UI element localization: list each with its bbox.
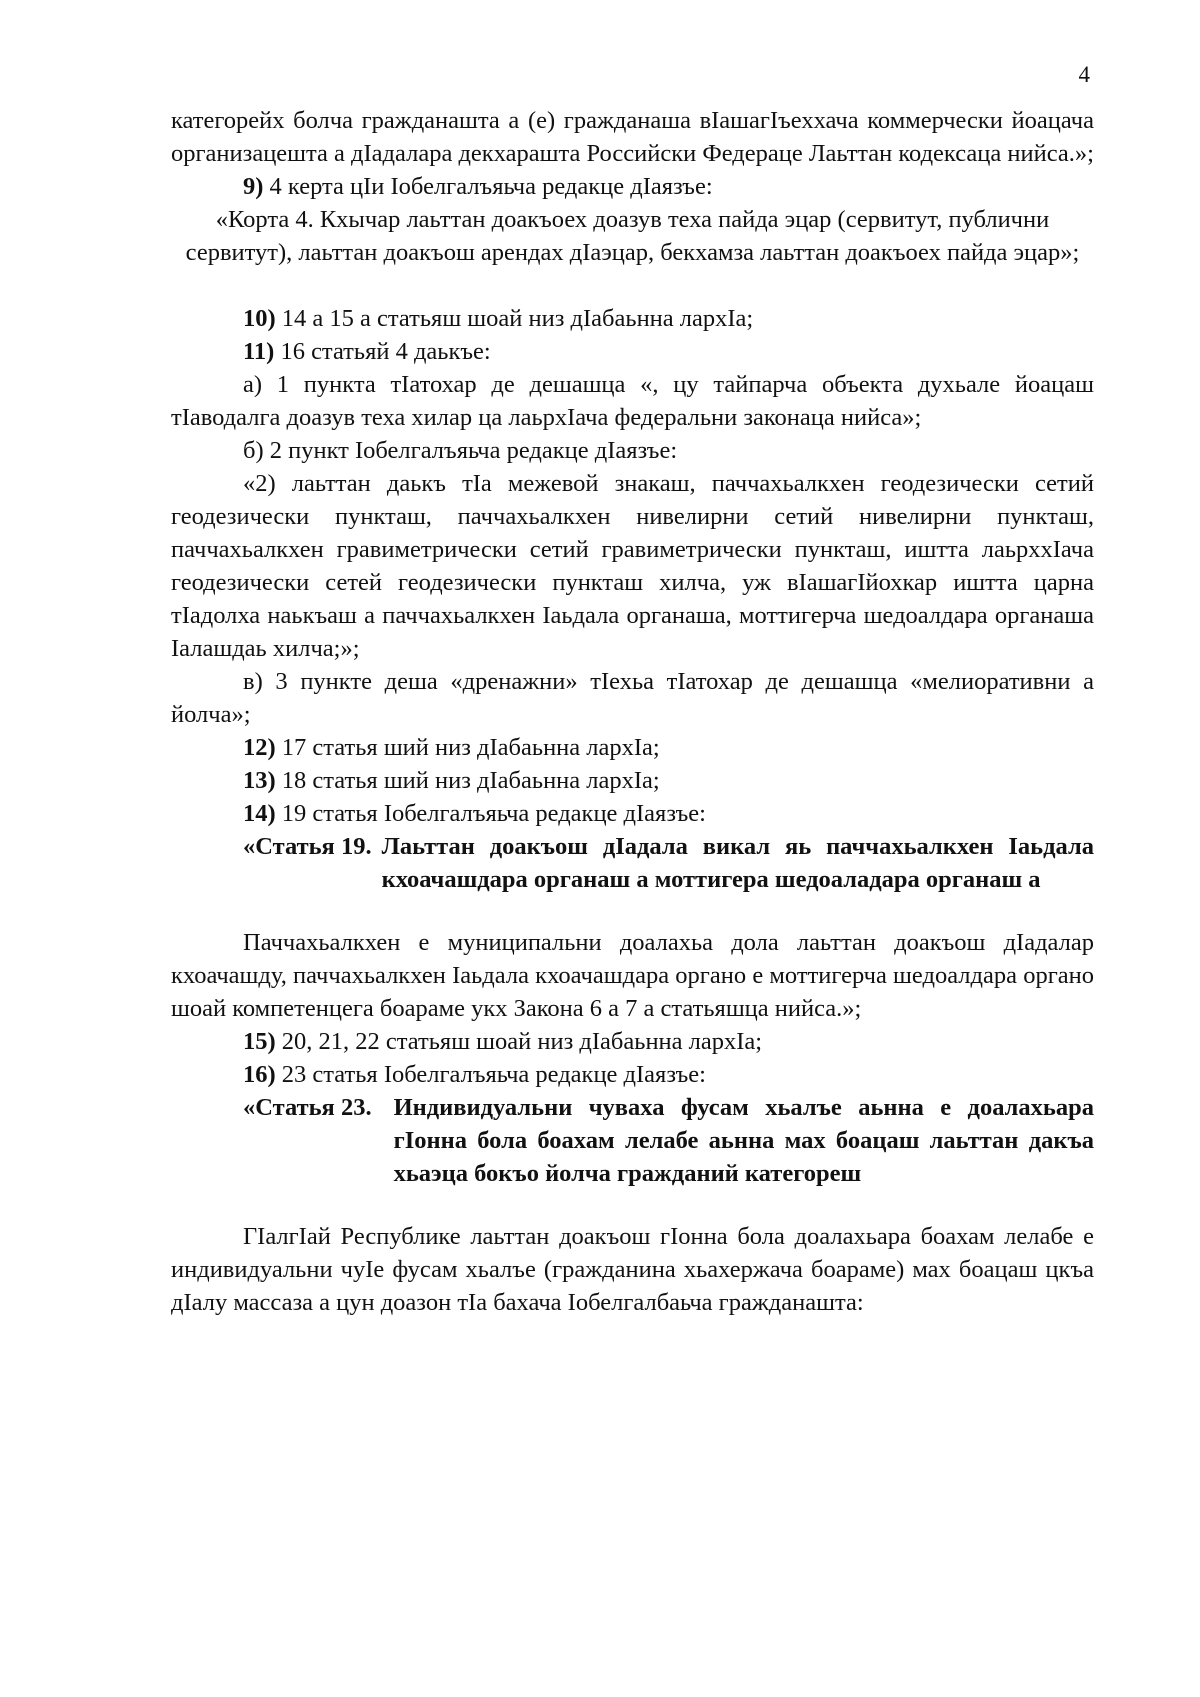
item-number: 12) — [243, 734, 276, 761]
list-item-9 — [171, 170, 1094, 203]
article-23-heading — [171, 1091, 1094, 1190]
spacer — [171, 896, 1094, 926]
article-19-heading — [171, 830, 1094, 896]
paragraph-continuation: категорейх болча гражданашта а (е) гражданаша вIашагIъеххача коммерчески йоацача организацешта а дIадалара декхарашта Российски Федераце Лаьттан кодексаца нийса.»; — [171, 107, 1094, 167]
spacer — [171, 269, 1094, 302]
item-text: 23 статья Iобелгалъяьча редакце дIаязъе: — [275, 1061, 706, 1088]
list-item-11-b-quote: «2) лаьттан даькъ тIа межевой знакаш, паччахьалкхен геодезически сетий геодезически пункташ, паччахьалкхен нивелирни сетий нивелирни пункташ, паччахьалкхен гравиметрически сетий гравиметрически пункташ, иштта лаьрххIача геодезически сетей геодезически пункташ хилча, уж вIашагIйохкар иштта царна тIадолха наькъаш а паччахьалкхен Iаьдала органаша, моттигерча шедоалдара органаша Iалашдаь хилча;»; — [171, 470, 1094, 662]
page-number: 4 — [1078, 62, 1090, 87]
list-item-14 — [171, 797, 1094, 830]
article-23-title: Индивидуальни чуваха фусам хьалъе аьнна е доалахьара гIонна бола боахам лелабе аьнна мах боацаш лаьттан дакъа хьаэца бокъо йолча гражданий категореш — [393, 1094, 1094, 1187]
item-number: 9) — [243, 173, 264, 200]
article-19-body: Паччахьалкхен е муниципальни доалахьа дола лаьттан доакъош дIадалар кхоачашду, паччахьалкхен Iаьдала кхоачашдара органо е моттигерча шедоалдара органо шоай компетенцега боараме укх Закона 6 а 7 а статьяшца нийса.»; — [171, 929, 1094, 1022]
article-23-body: ГIалгIай Республике лаьттан доакъош гIонна бола доалахьара боахам лелабе е индивидуальни чуIе фусам хьалъе (гражданина хьахержача боараме) мах боацаш цкъа дIалу массаза а цун доазон тIа бахача Iобелгалбаьча гражданашта: — [171, 1223, 1094, 1316]
list-item-15 — [171, 1025, 1094, 1058]
item-number: 11) — [243, 338, 275, 365]
item-text: 19 статья Iобелгалъяьча редакце дIаязъе: — [275, 800, 706, 827]
list-item-11-c: в) 3 пункте деша «дренажни» тIехьа тIатохар де дешашца «мелиоративни а йолча»; — [171, 668, 1094, 728]
article-19-title: Лаьттан доакъош дIадала викал яь паччахьалкхен Iаьдала кхоачашдара органаш а моттигера шедоаладара органаш а — [381, 833, 1094, 893]
article-19-label: «Статья 19. — [243, 833, 372, 860]
list-item-11-b: б) 2 пункт Iобелгалъяьча редакце дIаязъе: — [243, 437, 678, 464]
item-text: 16 статьяй 4 даькъе: — [274, 338, 491, 365]
item-number: 14) — [243, 800, 276, 827]
item-text: 20, 21, 22 статьяш шоай низ дIабаьнна лархIа; — [275, 1028, 763, 1055]
item-number: 13) — [243, 767, 276, 794]
item-text: 18 статья ший низ дIабаьнна лархIа; — [275, 767, 660, 794]
quote-korta-4: «Корта 4. Кхычар лаьттан доакъоех доазув теха пайда эцар (сервитут, публични сервитут), лаьттан доакъош арендах дIаэцар, бекхамза лаьттан доакъоех пайда эцар»; — [185, 206, 1080, 266]
item-text: 17 статья ший низ дIабаьнна лархIа; — [275, 734, 660, 761]
list-item-11 — [171, 335, 1094, 368]
article-23-label: «Статья 23. — [243, 1094, 372, 1121]
list-item-11-a: а) 1 пункта тIатохар де дешашца «, цу тайпарча объекта духьале йоацаш тIаводалга доазув теха хилар ца лаьрхIача федеральни законаца нийса»; — [171, 371, 1094, 431]
list-item-12 — [171, 731, 1094, 764]
item-number: 10) — [243, 305, 276, 332]
list-item-13 — [171, 764, 1094, 797]
item-text: 4 керта цIи Iобелгалъяьча редакце дIаязъе: — [263, 173, 713, 200]
item-text: 14 а 15 а статьяш шоай низ дIабаьнна лархIа; — [275, 305, 754, 332]
document-body — [171, 104, 1094, 1319]
item-number: 15) — [243, 1028, 276, 1055]
spacer — [171, 1190, 1094, 1220]
item-number: 16) — [243, 1061, 276, 1088]
list-item-10 — [171, 302, 1094, 335]
list-item-16 — [171, 1058, 1094, 1091]
